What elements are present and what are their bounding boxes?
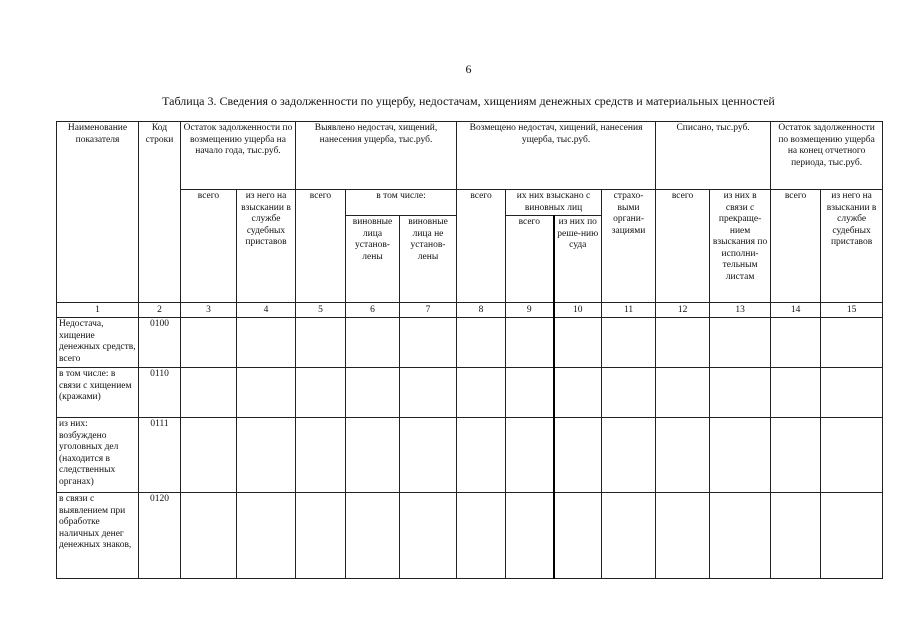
data-cell[interactable] xyxy=(656,368,710,418)
page-number: 6 xyxy=(465,62,472,76)
header-name: Наименование показателя xyxy=(57,122,139,303)
table-caption: Таблица 3. Сведения о задолженности по ущербу, недостачам, хищениям денежных средств и материальных ценностей xyxy=(162,94,775,108)
header-culprits-unknown: виновные лица не установ-лены xyxy=(400,216,457,303)
data-cell[interactable] xyxy=(771,368,821,418)
data-cell[interactable] xyxy=(237,493,296,579)
data-cell[interactable] xyxy=(506,418,554,493)
header-closing-total: всего xyxy=(771,190,821,303)
header-written-off-total: всего xyxy=(656,190,710,303)
data-cell[interactable] xyxy=(400,493,457,579)
header-culprits-known: виновные лица установ-лены xyxy=(346,216,400,303)
header-reimbursed-total: всего xyxy=(457,190,506,303)
table-row xyxy=(57,493,883,579)
debt-report-table xyxy=(56,121,883,579)
column-number: 7 xyxy=(400,303,457,318)
column-number: 1 xyxy=(57,303,139,318)
table-row xyxy=(57,318,883,368)
column-number: 9 xyxy=(506,303,554,318)
data-cell[interactable] xyxy=(181,493,237,579)
data-cell[interactable] xyxy=(296,368,346,418)
row-code: 0100 xyxy=(139,318,181,368)
data-cell[interactable] xyxy=(181,418,237,493)
header-insurers: страхо-выми органи-зациями xyxy=(602,190,656,303)
data-cell[interactable] xyxy=(771,418,821,493)
header-detected-total: всего xyxy=(296,190,346,303)
data-cell[interactable] xyxy=(821,318,883,368)
data-cell[interactable] xyxy=(771,493,821,579)
data-cell[interactable] xyxy=(710,418,771,493)
data-cell[interactable] xyxy=(602,493,656,579)
column-number: 3 xyxy=(181,303,237,318)
header-opening-bailiffs: из него на взыскании в службе судебных приставов xyxy=(237,190,296,303)
data-cell[interactable] xyxy=(821,418,883,493)
header-row-1 xyxy=(57,122,883,190)
header-code: Код строки xyxy=(139,122,181,303)
data-cell[interactable] xyxy=(400,318,457,368)
data-cell[interactable] xyxy=(506,493,554,579)
data-cell[interactable] xyxy=(400,418,457,493)
row-name: Недостача, хищение денежных средств, всего xyxy=(57,318,139,368)
data-cell[interactable] xyxy=(506,318,554,368)
row-code: 0111 xyxy=(139,418,181,493)
data-cell[interactable] xyxy=(710,368,771,418)
data-cell[interactable] xyxy=(457,368,506,418)
row-code: 0110 xyxy=(139,368,181,418)
header-closing-bailiffs: из него на взыскании в службе судебных приставов xyxy=(821,190,883,303)
header-from-culprits-total: всего xyxy=(506,216,554,303)
header-closing-balance: Остаток задолженности по возмещению ущерба на конец отчетного периода, тыс.руб. xyxy=(771,122,883,190)
row-code: 0120 xyxy=(139,493,181,579)
column-number: 13 xyxy=(710,303,771,318)
data-cell[interactable] xyxy=(346,493,400,579)
data-cell[interactable] xyxy=(554,418,602,493)
data-cell[interactable] xyxy=(457,493,506,579)
column-number: 4 xyxy=(237,303,296,318)
data-cell[interactable] xyxy=(296,318,346,368)
data-cell[interactable] xyxy=(656,318,710,368)
data-cell[interactable] xyxy=(457,318,506,368)
data-cell[interactable] xyxy=(237,368,296,418)
data-cell[interactable] xyxy=(602,418,656,493)
data-cell[interactable] xyxy=(554,368,602,418)
column-number: 2 xyxy=(139,303,181,318)
data-cell[interactable] xyxy=(181,368,237,418)
data-cell[interactable] xyxy=(710,318,771,368)
data-cell[interactable] xyxy=(346,418,400,493)
column-number: 12 xyxy=(656,303,710,318)
data-cell[interactable] xyxy=(554,493,602,579)
row-name: из них: возбуждено уголовных дел (находится в следственных органах) xyxy=(57,418,139,493)
row-name: в связи с выявлением при обработке наличных денег денежных знаков, xyxy=(57,493,139,579)
data-cell[interactable] xyxy=(821,493,883,579)
data-cell[interactable] xyxy=(237,318,296,368)
header-terminated: из них в связи с прекраще-нием взыскания по исполни-тельным листам xyxy=(710,190,771,303)
data-cell[interactable] xyxy=(656,418,710,493)
data-cell[interactable] xyxy=(346,368,400,418)
data-cell[interactable] xyxy=(656,493,710,579)
data-cell[interactable] xyxy=(821,368,883,418)
data-cell[interactable] xyxy=(296,493,346,579)
data-cell[interactable] xyxy=(400,368,457,418)
column-number: 15 xyxy=(821,303,883,318)
header-opening-balance: Остаток задолженности по возмещению ущерба на начало года, тыс.руб. xyxy=(181,122,296,190)
column-number: 10 xyxy=(554,303,602,318)
data-cell[interactable] xyxy=(771,318,821,368)
data-cell[interactable] xyxy=(602,318,656,368)
data-cell[interactable] xyxy=(296,418,346,493)
data-cell[interactable] xyxy=(506,368,554,418)
header-reimbursed: Возмещено недостач, хищений, нанесения ущерба, тыс.руб. xyxy=(457,122,656,190)
data-cell[interactable] xyxy=(457,418,506,493)
table-row xyxy=(57,418,883,493)
column-number: 8 xyxy=(457,303,506,318)
column-number: 6 xyxy=(346,303,400,318)
data-cell[interactable] xyxy=(602,368,656,418)
header-including: в том числе: xyxy=(346,190,457,216)
data-cell[interactable] xyxy=(346,318,400,368)
column-number: 5 xyxy=(296,303,346,318)
table-row xyxy=(57,368,883,418)
header-detected: Выявлено недостач, хищений, нанесения ущерба, тыс.руб. xyxy=(296,122,457,190)
column-number: 11 xyxy=(602,303,656,318)
header-opening-total: всего xyxy=(181,190,237,303)
data-cell[interactable] xyxy=(710,493,771,579)
header-by-court: из них по реше-нию суда xyxy=(554,216,602,303)
data-cell[interactable] xyxy=(554,318,602,368)
header-written-off: Списано, тыс.руб. xyxy=(656,122,771,190)
header-row-2 xyxy=(57,190,883,216)
data-cell[interactable] xyxy=(181,318,237,368)
data-cell[interactable] xyxy=(237,418,296,493)
row-name: в том числе: в связи с хищением (кражами) xyxy=(57,368,139,418)
column-numbers-row xyxy=(57,303,883,318)
column-number: 14 xyxy=(771,303,821,318)
header-from-culprits: их них взыскано с виновных лиц xyxy=(506,190,602,216)
